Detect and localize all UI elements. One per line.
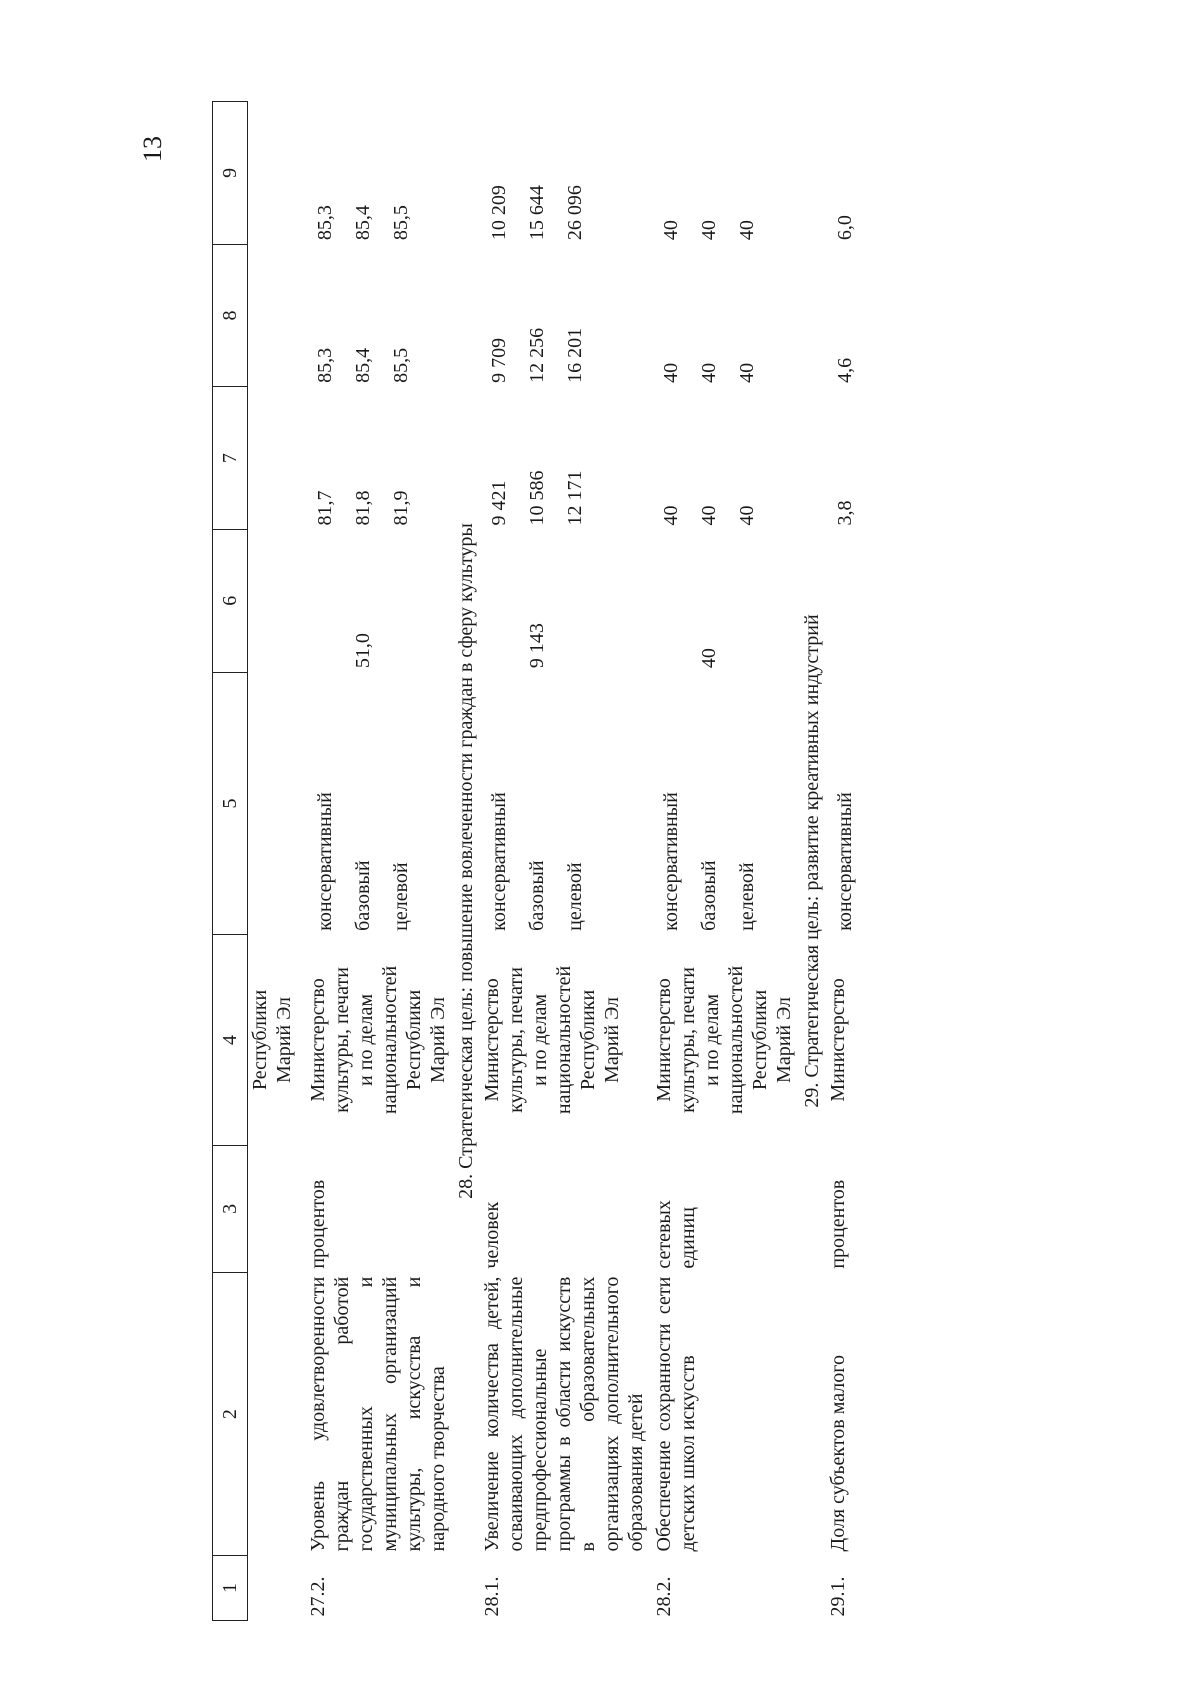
value-cell: 40	[660, 362, 682, 383]
value-column-base	[826, 529, 864, 672]
value-column-v7	[826, 387, 864, 530]
value-column-base	[652, 529, 796, 672]
unit-of-measure: сетевых единиц	[653, 1200, 699, 1269]
responsible-line: Министерство	[481, 978, 503, 1102]
responsible-line: национальностей	[553, 965, 575, 1115]
responsible-line: Марий Эл	[773, 996, 795, 1083]
column-header: 4	[213, 935, 248, 1145]
indicator-name: Уровень удовлетворенности граждан работой государственных и муниципальных организаций культуры, искусства и народного творчества	[307, 1276, 449, 1552]
value-column-v9	[652, 102, 796, 245]
responsible-line: национальностей	[379, 965, 401, 1115]
row-number: 29.1.	[827, 1576, 849, 1617]
value-cell: 40	[698, 505, 720, 526]
value-cell: 9 143	[526, 623, 548, 669]
responsible-body	[480, 935, 648, 1145]
value-cell: 85,4	[352, 347, 374, 383]
value-cell: 81,7	[314, 490, 336, 526]
value-cell: 9 421	[488, 480, 510, 526]
unit-of-measure: человек	[481, 1201, 503, 1269]
responsible-line: Республики	[749, 989, 771, 1091]
value-cell	[652, 533, 690, 668]
responsible-line: Республики	[577, 989, 599, 1091]
responsible-body	[652, 935, 796, 1145]
unit-of-measure: процентов	[307, 1179, 329, 1269]
value-column-v8	[306, 244, 450, 387]
table-row	[306, 102, 450, 1621]
rows-group-29	[826, 102, 868, 1621]
value-column-v8	[826, 244, 864, 387]
rows-group-28	[480, 102, 800, 1621]
responsible-line: Марий Эл	[427, 996, 449, 1083]
value-column-v7	[652, 387, 796, 530]
section-row	[454, 102, 480, 1621]
value-cell: 4,6	[834, 357, 856, 383]
value-cell: 85,5	[390, 205, 412, 241]
value-cell: 40	[736, 505, 758, 526]
value-cell: 3,8	[834, 500, 856, 526]
scenario-variant: консервативный	[660, 792, 682, 931]
section-title: 28. Стратегическая цель: повышение вовлеченности граждан в сферу культуры	[455, 523, 477, 1199]
section-row	[800, 102, 826, 1621]
responsible-line: Республики	[403, 989, 425, 1091]
table-body	[248, 102, 307, 1621]
value-column-base	[306, 529, 450, 672]
section-29	[800, 102, 826, 1621]
value-cell: 15 644	[526, 185, 548, 241]
value-cell: 85,4	[352, 205, 374, 241]
row-spacer	[864, 102, 868, 1621]
value-cell: 16 201	[564, 327, 586, 383]
row-number: 28.1.	[481, 1576, 503, 1617]
value-cell: 40	[698, 220, 720, 241]
value-column-v7	[480, 387, 648, 530]
table-row	[480, 102, 648, 1621]
value-cell: 40	[660, 220, 682, 241]
responsible-line: культуры, печати	[677, 967, 699, 1113]
responsible-line: Министерство	[653, 978, 675, 1102]
value-cell: 81,8	[352, 490, 374, 526]
value-column-v8	[480, 244, 648, 387]
continuation-responsible: Республики Марий Эл	[249, 989, 295, 1091]
responsible-line: Министерство	[307, 978, 329, 1102]
responsible-line: и по делам	[355, 993, 377, 1086]
value-cell	[306, 533, 344, 668]
page-number: 13	[138, 136, 167, 162]
value-cell: 81,9	[390, 490, 412, 526]
value-cell: 10 586	[526, 470, 548, 526]
value-column-base	[480, 529, 648, 672]
value-cell	[556, 533, 594, 668]
responsible-line: и по делам	[529, 993, 551, 1086]
responsible-line: национальностей	[725, 965, 747, 1115]
value-cell: 10 209	[488, 185, 510, 241]
continuation-row	[248, 102, 307, 1621]
value-cell: 85,5	[390, 347, 412, 383]
section-28	[454, 102, 480, 1621]
indicator-name: Обеспечение сохранности сети детских школ искусств	[653, 1276, 699, 1552]
row-number: 27.2.	[307, 1576, 329, 1617]
responsible-line: и по делам	[701, 993, 723, 1086]
scenario-variants	[306, 672, 450, 935]
responsible-line: Марий Эл	[601, 996, 623, 1083]
value-cell: 85,3	[314, 347, 336, 383]
value-cell: 6,0	[834, 215, 856, 241]
scenario-variant: базовый	[698, 860, 720, 931]
value-cell	[382, 533, 420, 668]
scenario-variant: консервативный	[834, 792, 856, 931]
column-header: 7	[213, 387, 248, 530]
indicator-name: Доля субъектов малого	[827, 1355, 849, 1552]
column-header: 6	[213, 529, 248, 672]
scenario-variants	[826, 672, 864, 935]
unit-of-measure: процентов	[827, 1179, 849, 1269]
value-column-v7	[306, 387, 450, 530]
table-row	[652, 102, 796, 1621]
value-column-v9	[826, 102, 864, 245]
scenario-variant: целевой	[564, 862, 586, 931]
value-cell: 40	[736, 362, 758, 383]
scenario-variant: консервативный	[488, 792, 510, 931]
indicators-table	[212, 101, 868, 1621]
scenario-variant: консервативный	[314, 792, 336, 931]
section-title: 29. Стратегическая цель: развитие креативных индустрий	[801, 614, 823, 1108]
column-header: 2	[213, 1273, 248, 1556]
value-cell: 40	[698, 362, 720, 383]
value-column-v9	[480, 102, 648, 245]
responsible-line: культуры, печати	[331, 967, 353, 1113]
column-header: 9	[213, 102, 248, 245]
column-header: 8	[213, 244, 248, 387]
column-header: 3	[213, 1145, 248, 1273]
table-row	[826, 102, 864, 1621]
value-cell: 40	[736, 220, 758, 241]
scenario-variant: базовый	[352, 860, 374, 931]
value-cell: 51,0	[352, 633, 374, 669]
indicator-name: Увеличение количества детей, осваивающих дополнительные предпрофессиональные программы в области искусств в образовательных организациях дополнительного образования детей	[481, 1276, 647, 1552]
value-cell: 85,3	[314, 205, 336, 241]
value-column-v9	[306, 102, 450, 245]
table-header	[213, 102, 248, 1621]
responsible-line: Министерство	[827, 978, 849, 1102]
scenario-variant: базовый	[526, 860, 548, 931]
value-cell: 12 171	[564, 470, 586, 526]
value-cell: 40	[698, 648, 720, 669]
responsible-body	[306, 935, 450, 1145]
scenario-variant: целевой	[736, 862, 758, 931]
responsible-line: культуры, печати	[505, 967, 527, 1113]
scenario-variant: целевой	[390, 862, 412, 931]
value-cell: 40	[660, 505, 682, 526]
value-cell: 26 096	[564, 185, 586, 241]
value-column-v8	[652, 244, 796, 387]
scenario-variants	[480, 672, 648, 935]
responsible-body	[826, 935, 864, 1145]
value-cell	[728, 533, 766, 668]
value-cell: 12 256	[526, 327, 548, 383]
column-header: 5	[213, 672, 248, 935]
column-header: 1	[213, 1555, 248, 1620]
value-cell	[480, 533, 518, 668]
column-numbers-row	[213, 102, 248, 1621]
scenario-variants	[652, 672, 796, 935]
rows-group-27	[306, 102, 454, 1621]
row-number: 28.2.	[653, 1576, 675, 1617]
value-cell: 9 709	[488, 337, 510, 383]
value-cell	[826, 533, 864, 668]
